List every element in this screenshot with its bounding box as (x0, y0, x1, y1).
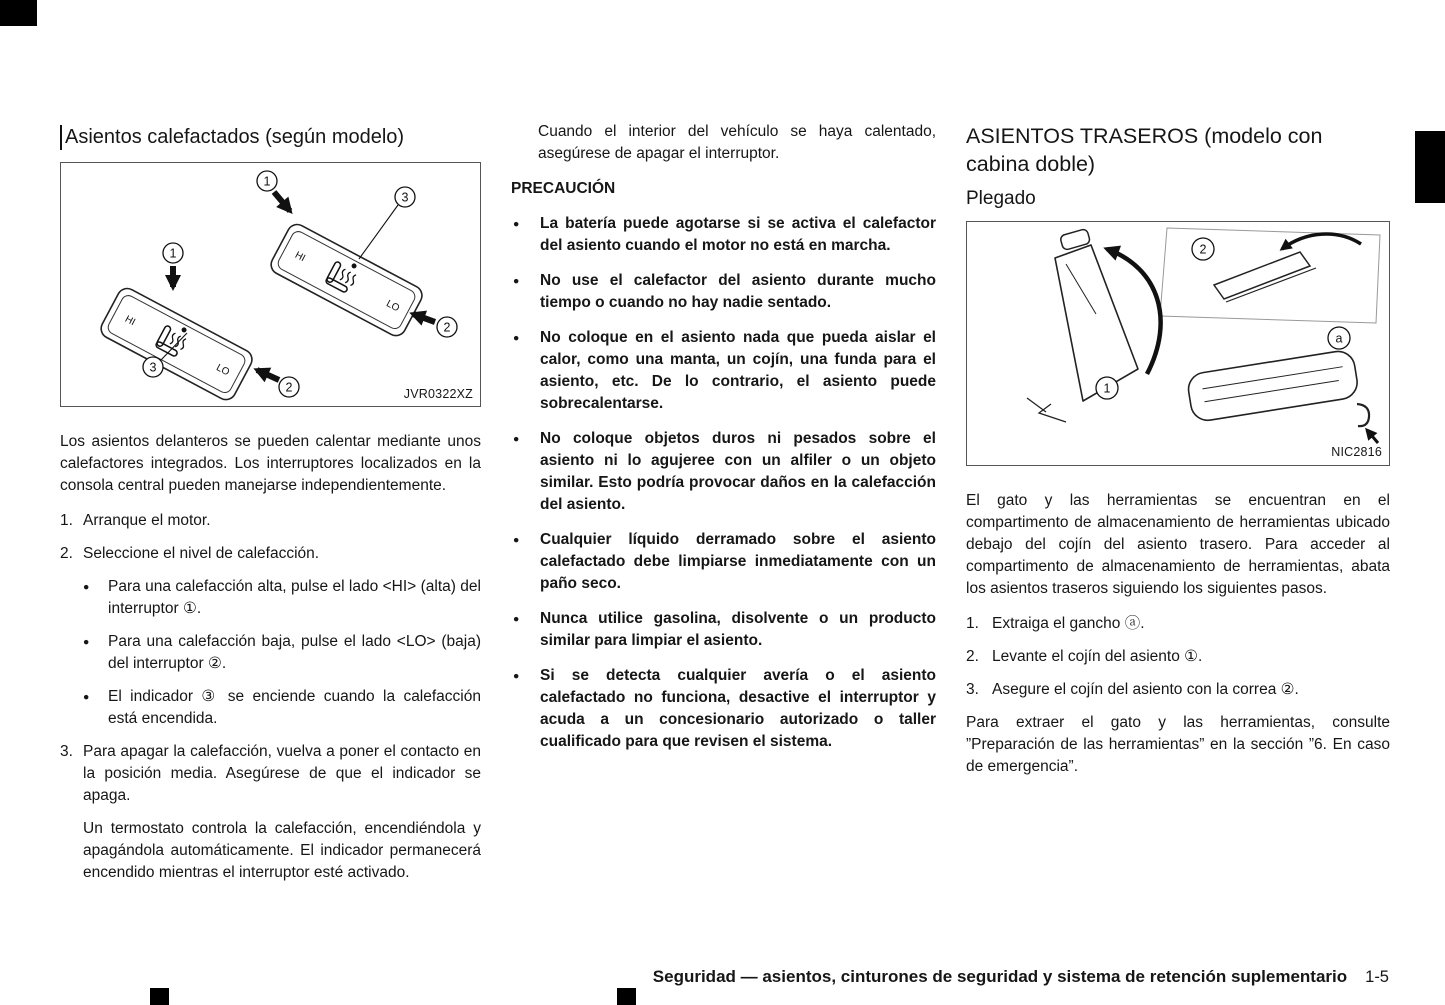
step-text: Para apagar la calefacción, vuelva a poner el contacto en la posición media. Asegúrese de que el indicador se apaga. (83, 743, 481, 805)
step-number: 1. (966, 614, 979, 632)
figure-heated-seat-switches (60, 162, 481, 407)
paragraph-jack-tools-reference: Para extraer el gato y las herramientas, consulte ”Preparación de las herramientas” en la sección ”6. En caso de emergencia”. (966, 713, 1390, 775)
step-number: 3. (966, 680, 979, 698)
figure-code: NIC2816 (1331, 445, 1382, 460)
hook (1357, 404, 1378, 443)
caution-item (511, 608, 936, 652)
securing-strap (1214, 234, 1361, 302)
callout-number: 2 (443, 320, 451, 335)
print-mark-top-left (0, 0, 37, 26)
callout-2-bottom (257, 370, 299, 397)
rear-seat-folding-illustration (967, 222, 1385, 465)
hi-label: HI (292, 250, 307, 265)
bullet-item (83, 576, 481, 620)
heading-caution: PRECAUCIÓN (511, 180, 616, 197)
caution-item (511, 213, 936, 257)
revision-bar (60, 125, 62, 150)
caution-text: ● No coloque objetos duros ni pesados sobre el asiento ni lo agujeree con un alfiler o un objeto similar. Esto podría provocar daños en la calefacción del asiento. (540, 430, 936, 513)
step-number: 2. (60, 545, 73, 563)
callout-1-top (257, 171, 290, 211)
caution-text: ● Cualquier líquido derramado sobre el asiento calefactado debe limpiarse inmediatamente con un paño seco. (540, 531, 936, 592)
bullet-text: ● El indicador ③ se enciende cuando la calefacción está encendida. (108, 688, 481, 728)
section-edge-tab (1415, 131, 1445, 203)
column-caution (511, 121, 936, 766)
callout-number: 2 (1199, 242, 1207, 257)
step-number: 1. (60, 512, 73, 530)
callout-number: 1 (263, 174, 271, 189)
footer-section-title: Seguridad — asientos, cinturones de seguridad y sistema de retención suplementario (652, 966, 1348, 986)
step-item (966, 679, 1390, 701)
paragraph-thermostat-note: Un termostato controla la calefacción, encendiéndola y apagándola automáticamente. El indicador permanecerá encendido mientras el interruptor esté activado. (83, 820, 481, 882)
heading-rear-seats: ASIENTOS TRASEROS (modelo con cabina doble) (966, 124, 1323, 176)
bullet-item (83, 686, 481, 730)
callout-1 (1096, 377, 1118, 399)
print-mark-bottom-1 (150, 988, 169, 1005)
step-text: Levante el cojín del asiento ①. (992, 647, 1203, 665)
bullet-text: ● Para una calefacción baja, pulse el lado <LO> (baja) del interruptor ②. (108, 633, 481, 673)
paragraph-jack-tools-intro: El gato y las herramientas se encuentran en el compartimento de almacenamiento de herramientas ubicado debajo del cojín del asiento trasero. Para acceder al compartimento de almacenamiento de herramientas, abata los asientos traseros siguiendo los siguientes pasos. (966, 491, 1390, 597)
caution-item (511, 428, 936, 516)
step-text: Asegure el cojín del asiento con la correa ②. (992, 680, 1299, 698)
callout-number: 1 (169, 246, 177, 261)
caution-text: ● No use el calefactor del asiento durante mucho tiempo o cuando no hay nadie sentado. (540, 272, 936, 311)
print-mark-bottom-2 (617, 988, 636, 1005)
hi-label: HI (122, 314, 137, 329)
step-item (966, 613, 1390, 635)
column-rear-seats (966, 121, 1390, 791)
step-number: 2. (966, 647, 979, 665)
callout-1-left (163, 243, 183, 287)
callout-number: 2 (285, 380, 293, 395)
step-text: Extraiga el gancho ⓐ. (992, 614, 1145, 632)
callout-2-right (413, 314, 457, 337)
lo-label: LO (214, 362, 232, 379)
caution-item (511, 327, 936, 415)
callout-letter: a (1335, 331, 1343, 346)
callout-number: 3 (401, 190, 409, 205)
subheading-folding: Plegado (966, 188, 1036, 210)
caution-item (511, 529, 936, 595)
step-item (966, 646, 1390, 668)
paragraph-heated-seats-intro: Los asientos delanteros se pueden calentar mediante unos calefactores integrados. Los interruptores localizados en la consola central pueden manejarse independientemente. (60, 433, 481, 495)
callout-3-top (359, 187, 415, 259)
page-number: 1-5 (1365, 967, 1389, 986)
callout-2 (1192, 238, 1214, 260)
step-item (60, 510, 481, 532)
caution-item (511, 665, 936, 753)
step-text: Seleccione el nivel de calefacción. (83, 545, 320, 563)
step-text: Arranque el motor. (83, 512, 211, 530)
step-number: 3. (60, 743, 73, 761)
step-item (60, 741, 481, 807)
caution-text: ● Si se detecta cualquier avería o el asiento calefactado no funciona, desactive el interruptor y acuda a un concesionario autorizado o taller cualificado para que revisen el sistema. (540, 667, 936, 750)
figure-code: JVR0322XZ (403, 386, 473, 401)
heated-seat-switch-illustration (61, 163, 479, 406)
step-item (60, 543, 481, 565)
bullet-text: ● Para una calefacción alta, pulse el lado <HI> (alta) del interruptor ①. (108, 578, 481, 618)
column-heated-seats (60, 121, 481, 897)
callout-number: 3 (149, 360, 157, 375)
paragraph-turn-off-switch: Cuando el interior del vehículo se haya calentado, asegúrese de apagar el interruptor. (538, 123, 936, 162)
figure-rear-seat-folding (966, 221, 1390, 466)
lo-label: LO (384, 298, 402, 315)
caution-text: ● La batería puede agotarse si se activa el calefactor del asiento cuando el motor no está en marcha. (540, 215, 936, 254)
seat-cushion (1186, 349, 1359, 423)
caution-text: ● Nunca utilice gasolina, disolvente o un producto similar para limpiar el asiento. (540, 610, 936, 649)
switch-panel-rear (268, 221, 426, 339)
caution-text: ● No coloque en el asiento nada que pueda aislar el calor, como una manta, un cojín, una funda para el asiento, etc. De lo contrario, el asiento puede sobrecalentarse. (540, 329, 936, 412)
callout-number: 1 (1103, 381, 1111, 396)
heading-heated-seats-text: Asientos calefactados (según modelo) (65, 126, 405, 148)
caution-item (511, 270, 936, 314)
callout-a (1328, 327, 1350, 349)
page-footer (653, 965, 1389, 989)
bullet-item (83, 631, 481, 675)
heading-heated-seats (60, 123, 481, 151)
